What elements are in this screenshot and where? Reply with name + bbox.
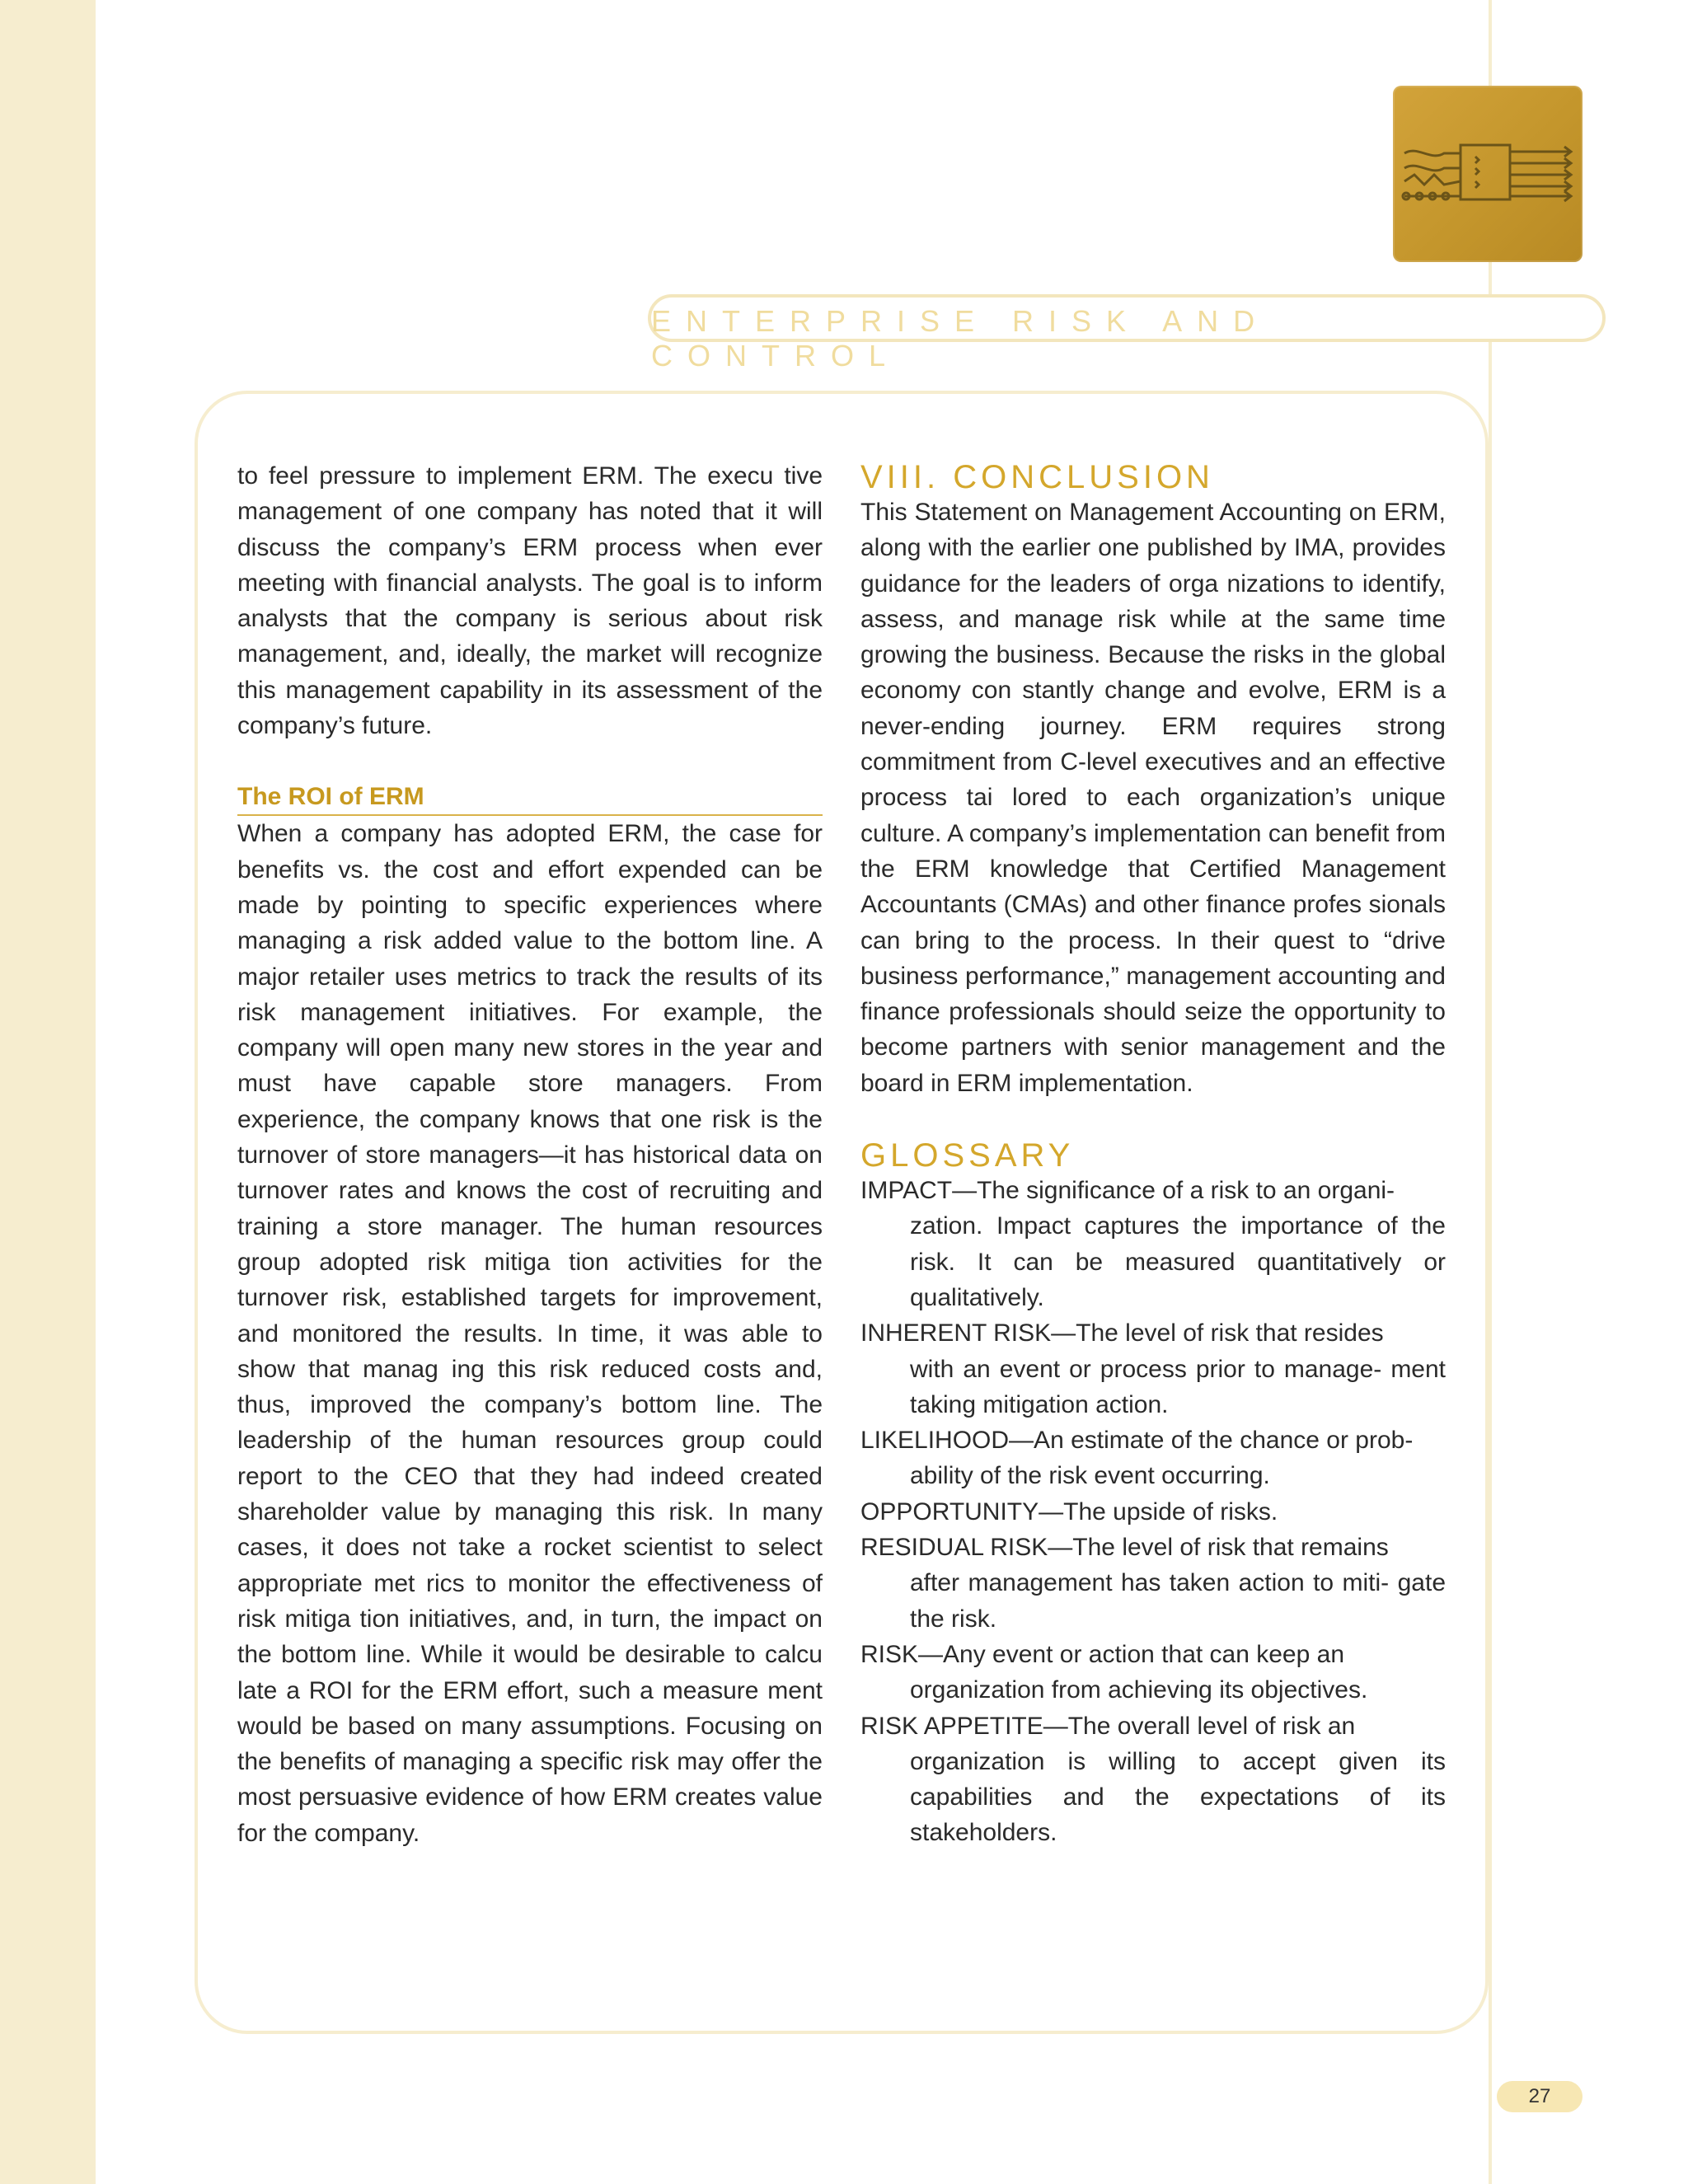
glossary-entry-first-line: INHERENT RISK—The level of risk that resides (860, 1319, 1384, 1347)
wave-line-2 (1404, 166, 1461, 171)
circuit-chip-icon (1393, 86, 1582, 262)
left-column (237, 458, 823, 1851)
glossary-entry (860, 1173, 1446, 1315)
glossary-entry-first-line: IMPACT—The significance of a risk to an organi- (860, 1177, 1395, 1205)
output-lines (1510, 152, 1571, 196)
glossary-entry-first-line: LIKELIHOOD—An estimate of the chance or prob- (860, 1427, 1414, 1455)
conclusion-heading: VIII. CONCLUSION (860, 459, 1214, 495)
chip-body (1461, 145, 1510, 199)
chip-marks (1475, 157, 1479, 188)
glossary-entry-continuation: organization is willing to accept given its capabilities and the expectations of its stakeholders. (910, 1747, 1446, 1847)
spacer (860, 1101, 1446, 1137)
glossary-entry-first-line: OPPORTUNITY—The upside of risks. (860, 1497, 1278, 1526)
conclusion-paragraph: This Statement on Management Accounting on ERM, along with the earlier one published by IMA, provides guidance for the leaders of orga nizations to identify, assess, and manage risk while at the same time growing the business. Because the risks in the global economy con stantly change and evolve, ERM is a never-ending journey. ERM requires strong commitment from C-level executives and an effective process tai lored to each organization’s unique culture. A company’s implementation can benefit from the ERM knowledge that Certified Management Accountants (CMAs) and other finance profes sionals can bring to the process. In their quest to “drive business performance,” management accounting and finance professionals should seize the opportunity to become partners with senior management and the board in ERM implementation. (860, 499, 1447, 1097)
right-column (860, 458, 1446, 1851)
intro-paragraph: to feel pressure to implement ERM. The execu tive management of one company has noted that it will discuss the company’s ERM process when ever meeting with financial analysts. The goal is to inform analysts that the company is serious about risk management, and, ideally, the market will recognize this management capability in its assessment of the company’s future. (237, 462, 823, 740)
glossary-entry-first-line: RISK APPETITE—The overall level of risk an (860, 1712, 1356, 1740)
glossary-entry-continuation: organization from achieving its objectives. (910, 1676, 1368, 1704)
glossary-entry-continuation: with an event or process prior to manage- ment taking mitigation action. (910, 1355, 1447, 1418)
glossary-entry-continuation: after management has taken action to miti- gate the risk. (910, 1569, 1447, 1633)
glossary-entry (860, 1494, 1446, 1530)
section-title-pill (648, 294, 1606, 373)
glossary-list (860, 1173, 1446, 1851)
glossary-entry (860, 1422, 1446, 1494)
zigzag-line (1404, 175, 1461, 185)
roi-paragraph: When a company has adopted ERM, the case for benefits vs. the cost and effort expended can be made by pointing to specific experiences where managing a risk added value to the bottom line. A major retailer uses metrics to track the results of its risk management initiatives. For example, the company will open many new stores in the year and must have capable store managers. From experience, the company knows that one risk is the turnover of store managers—it has historical data on turnover rates and knows the cost of recruiting and training a store manager. The human resources group adopted risk mitiga tion activities for the turnover risk, established targets for improvement, and monitored the results. In time, it was able to show that manag ing this risk reduced costs and, thus, improved the company’s bottom line. The leadership of the human resources group could report to the CEO that they had indeed created shareholder value by managing this risk. In many cases, it does not take a rocket scientist to select appropriate met rics to monitor the effectiveness of risk mitiga tion initiatives, and, in turn, the impact on the bottom line. While it would be desirable to calcu late a ROI for the ERM effort, such a measure ment would be based on many assumptions. Focusing on the benefits of managing a specific risk may offer the most persuasive evidence of how ERM creates value for the company. (237, 820, 823, 1847)
glossary-entry-continuation: ability of the risk event occurring. (910, 1462, 1270, 1490)
glossary-entry (860, 1637, 1446, 1708)
glossary-entry (860, 1708, 1446, 1851)
circuit-chip-graphic (1393, 86, 1582, 262)
subheading-roi: The ROI of ERM (237, 779, 823, 816)
section-title: ENTERPRISE RISK AND CONTROL (651, 304, 1270, 373)
glossary-entry-first-line: RESIDUAL RISK—The level of risk that remains (860, 1534, 1389, 1562)
glossary-heading: GLOSSARY (860, 1137, 1075, 1174)
wave-line-1 (1404, 151, 1461, 156)
glossary-entry-continuation: zation. Impact captures the importance of the risk. It can be measured quantitatively or qualitatively. (910, 1212, 1446, 1311)
left-margin-band (0, 0, 96, 2184)
page-number: 27 (1497, 2081, 1582, 2112)
spacer (237, 743, 823, 779)
glossary-entry (860, 1315, 1446, 1422)
glossary-entry (860, 1530, 1446, 1637)
glossary-entry-first-line: RISK—Any event or action that can keep an (860, 1640, 1345, 1668)
